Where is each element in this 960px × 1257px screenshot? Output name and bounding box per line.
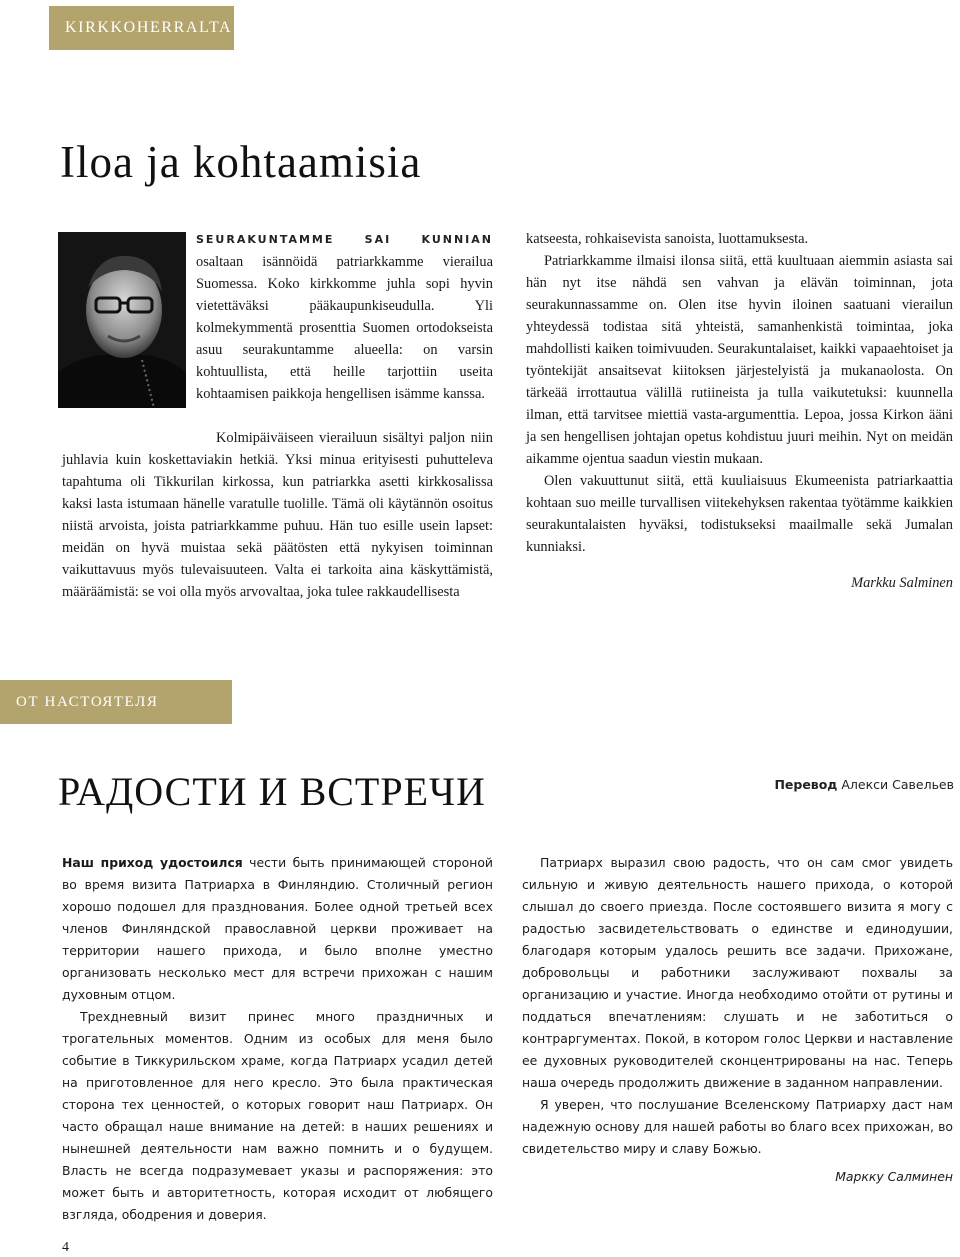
russian-paragraph-2: Трехдневный визит принес много праздничных и трогательных моментов. Одним из особых для меня было событие в Тиккурильском храме, когда Патриарх усадил детей на приготовленное для него кресло. Это была практическая сторона тех ценностей, о которых говорит наш Патриарх. Он часто обращал наше внимание на детей: в наших решениях и нынешней деятельности нам важно помнить и о будущем. Власть не всегда подразумевает указы и распоряжения: это может быть и авторитетность, которая исходит от любящего взгляда, ободрения и доверия. [62, 1009, 493, 1222]
russian-right-column [522, 852, 953, 1188]
finnish-lead-in: SEURAKUNTAMME SAI KUNNIAN [196, 233, 493, 246]
translation-credit [774, 777, 954, 792]
russian-paragraph-1: Наш приход удостоился чести быть принимающей стороной во время визита Патриарха в Финляндию. Столичный регион хорошо подошел для празднования. Более одной третьей всех членов Финляндской православной церкви проживает на территории нашего прихода, и было вполне уместно организовать несколько мест для встречи прихожан с нашим духовным отцом. [62, 855, 493, 1002]
finnish-intro-text [196, 228, 493, 405]
finnish-paragraph-5: Olen vakuuttunut siitä, että kuuliaisuus Ekumeenista patriarkaattia kohtaan suo meille turvallisen viitekehyksen rakentaa työtämme kaikkien seurakuntalaisten hyväksi, todistukseksi maailmalle sekä Jumalan kunniaksi. [526, 473, 953, 555]
author-portrait [58, 232, 186, 408]
russian-signature: Маркку Салминен [835, 1169, 953, 1184]
finnish-paragraph-4: Patriarkkamme ilmaisi ilonsa siitä, että kuultuaan aiemmin asiasta sai hän nyt itse nähdä sen vahvan ja elävän toiminnan, jota seurakunnassamme on. Olen itse hyvin iloinen saatuani vierailun yhteydessä todistaa sitä yhteistä, samanhenkistä toimintaa, joka mahdollisti kaiken toimivuuden. Seurakuntalaiset, kaikki vapaaehtoiset ja työntekijät ansaitsevat kiitoksen järjestelyistä ja mukanaolosta. On tärkeää irrottautua välillä rutiineista ja tulla vaikutetuksi: kuunnella ilman, että tarvitsee miettiä vasta-argumenttia. Lepoa, jossa Kirkon ääni ja sen hengellisen johtajan opetus kohdistuu juuri meihin. Nyt on meidän aikamme ojentua saadun viestin mukaan. [526, 253, 953, 467]
translation-credit-label: Перевод [774, 777, 838, 792]
section-label-russian: ОТ НАСТОЯТЕЛЯ [0, 680, 232, 724]
section-label-finnish: KIRKKOHERRALTA [49, 6, 234, 50]
russian-paragraph-3: Патриарх выразил свою радость, что он сам смог увидеть сильную и живую деятельность нашего прихода, о которой слышал до своего приезда. После состоявшего визита я могу с радостью засвидетельствовать о единстве и единодушии, благодаря которым удалось решить все задачи. Прихожане, добровольцы и работники заслуживают похвалы за организацию и участие. Иногда необходимо отойти от рутины и поддаться впечатлениям: слушать и не заботиться о контраргументах. Покой, в котором голос Церкви и наставление ее духовных руководителей сконцентрированы на нас. Теперь наша очередь продолжить движение в заданном направлении. [522, 855, 953, 1090]
finnish-right-column [526, 228, 953, 594]
translation-credit-name: Алекси Савельев [837, 777, 954, 792]
finnish-paragraph-3: katseesta, rohkaisevista sanoista, luottamuksesta. [526, 231, 809, 247]
article-title-russian: РАДОСТИ И ВСТРЕЧИ [58, 769, 486, 814]
page-number: 4 [62, 1240, 69, 1255]
finnish-paragraph-1: SEURAKUNTAMME SAI KUNNIAN osaltaan isännöidä patriarkkamme vierailua Suomessa. Koko kirkkomme juhla sopi hyvin vietettäväksi pääkaupunkiseudulla. Yli kolmekymmentä prosenttia Suomen ortodokseista asuu seurakuntamme alueella: on varsin kohtuullista, että heille tarjottiin useita kohtaamisen paikkoja hengellisen isämme kanssa. [196, 233, 493, 402]
article-title-finnish: Iloa ja kohtaamisia [60, 137, 422, 187]
russian-left-column [62, 852, 493, 1226]
finnish-paragraph-2: Kolmipäiväiseen vierailuun sisältyi paljon niin juhlavia kuin koskettaviakin hetkiä. Yksi minua erityisesti puhutteleva tapahtuma oli Tikkurilan kirkossa, kun patriarkka asetti kirkkosalissa kaksi lasta istumaan hänelle varatulle tuolille. Tämä oli käytännön osoitus niistä arvoista, joista patriarkkamme puhuu. Hän tuo esille usein lapset: meidän on hyvä muistaa sekä päätösten että nykyisen toiminnan vaikuttavuus myös tulevaisuuteen. Valta ei tarkoita aina käskyttämistä, määräämistä: se voi olla myös arvovaltaa, joka tulee rakkaudellisesta [62, 430, 493, 600]
russian-lead-in: Наш приход удостоился [62, 855, 243, 870]
finnish-left-column [62, 427, 493, 603]
finnish-signature: Markku Salminen [851, 575, 953, 591]
russian-paragraph-4: Я уверен, что послушание Вселенскому Патриарху даст нам надежную основу для нашей работы во благо всех прихожан, во свидетельство миру и славу Божью. [522, 1097, 953, 1156]
